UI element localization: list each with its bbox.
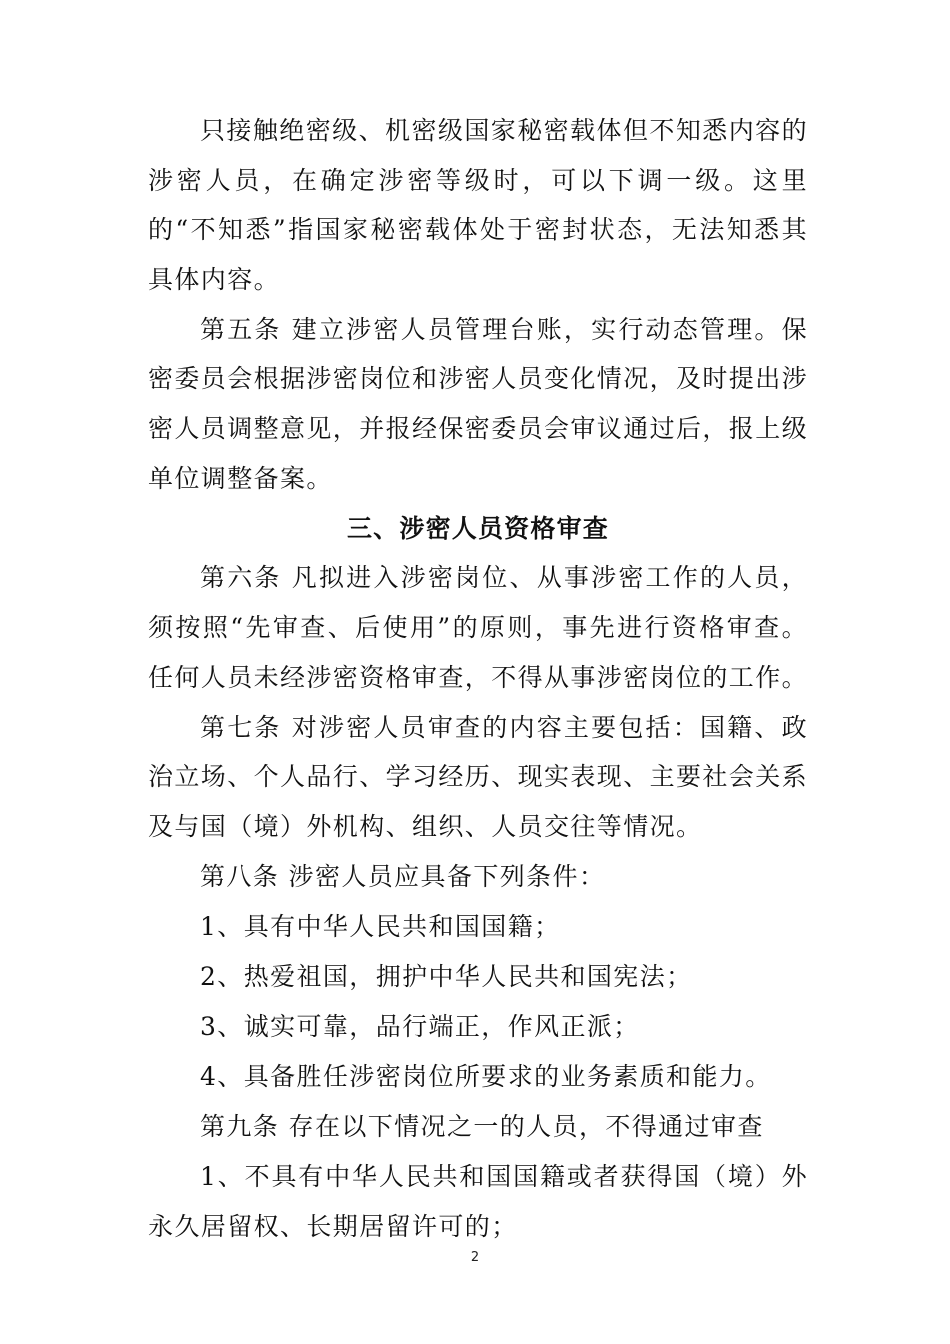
paragraph-nondisclosure-note: 只接触绝密级、机密级国家秘密载体但不知悉内容的涉密人员，在确定涉密等级时，可以下调一级。这里的“不知悉”指国家秘密载体处于密封状态，无法知悉其具体内容。 <box>148 116 808 294</box>
paragraph-article-9: 第九条 存在以下情况之一的人员，不得通过审查 <box>200 1112 764 1142</box>
list-item-condition-4: 4、具备胜任涉密岗位所要求的业务素质和能力。 <box>200 1062 772 1092</box>
paragraph-article-6: 第六条 凡拟进入涉密岗位、从事涉密工作的人员，须按照“先审查、后使用”的原则，事先进行资格审查。任何人员未经涉密资格审查，不得从事涉密岗位的工作。 <box>148 563 809 692</box>
document-body <box>148 106 808 1252</box>
paragraph-article-7: 第七条 对涉密人员审查的内容主要包括：国籍、政治立场、个人品行、学习经历、现实表现、主要社会关系及与国（境）外机构、组织、人员交往等情况。 <box>148 712 809 841</box>
paragraph-article-8: 第八条 涉密人员应具备下列条件： <box>200 861 606 891</box>
list-item-condition-1: 1、具有中华人民共和国国籍； <box>200 912 561 941</box>
list-item-condition-3: 3、诚实可靠，品行端正，作风正派； <box>200 1012 640 1042</box>
list-item-exclusion-1: 1、不具有中华人民共和国国籍或者获得国（境）外永久居留权、长期居留许可的； <box>148 1162 808 1242</box>
paragraph-article-5: 第五条 建立涉密人员管理台账，实行动态管理。保密委员会根据涉密岗位和涉密人员变化情况，及时提出涉密人员调整意见，并报经保密委员会审议通过后，报上级单位调整备案。 <box>148 314 809 493</box>
list-item-condition-2: 2、热爱祖国，拥护中华人民共和国宪法； <box>200 962 693 992</box>
page-number: 2 <box>470 1250 480 1265</box>
section-heading: 三、涉密人员资格审查 <box>346 513 609 543</box>
